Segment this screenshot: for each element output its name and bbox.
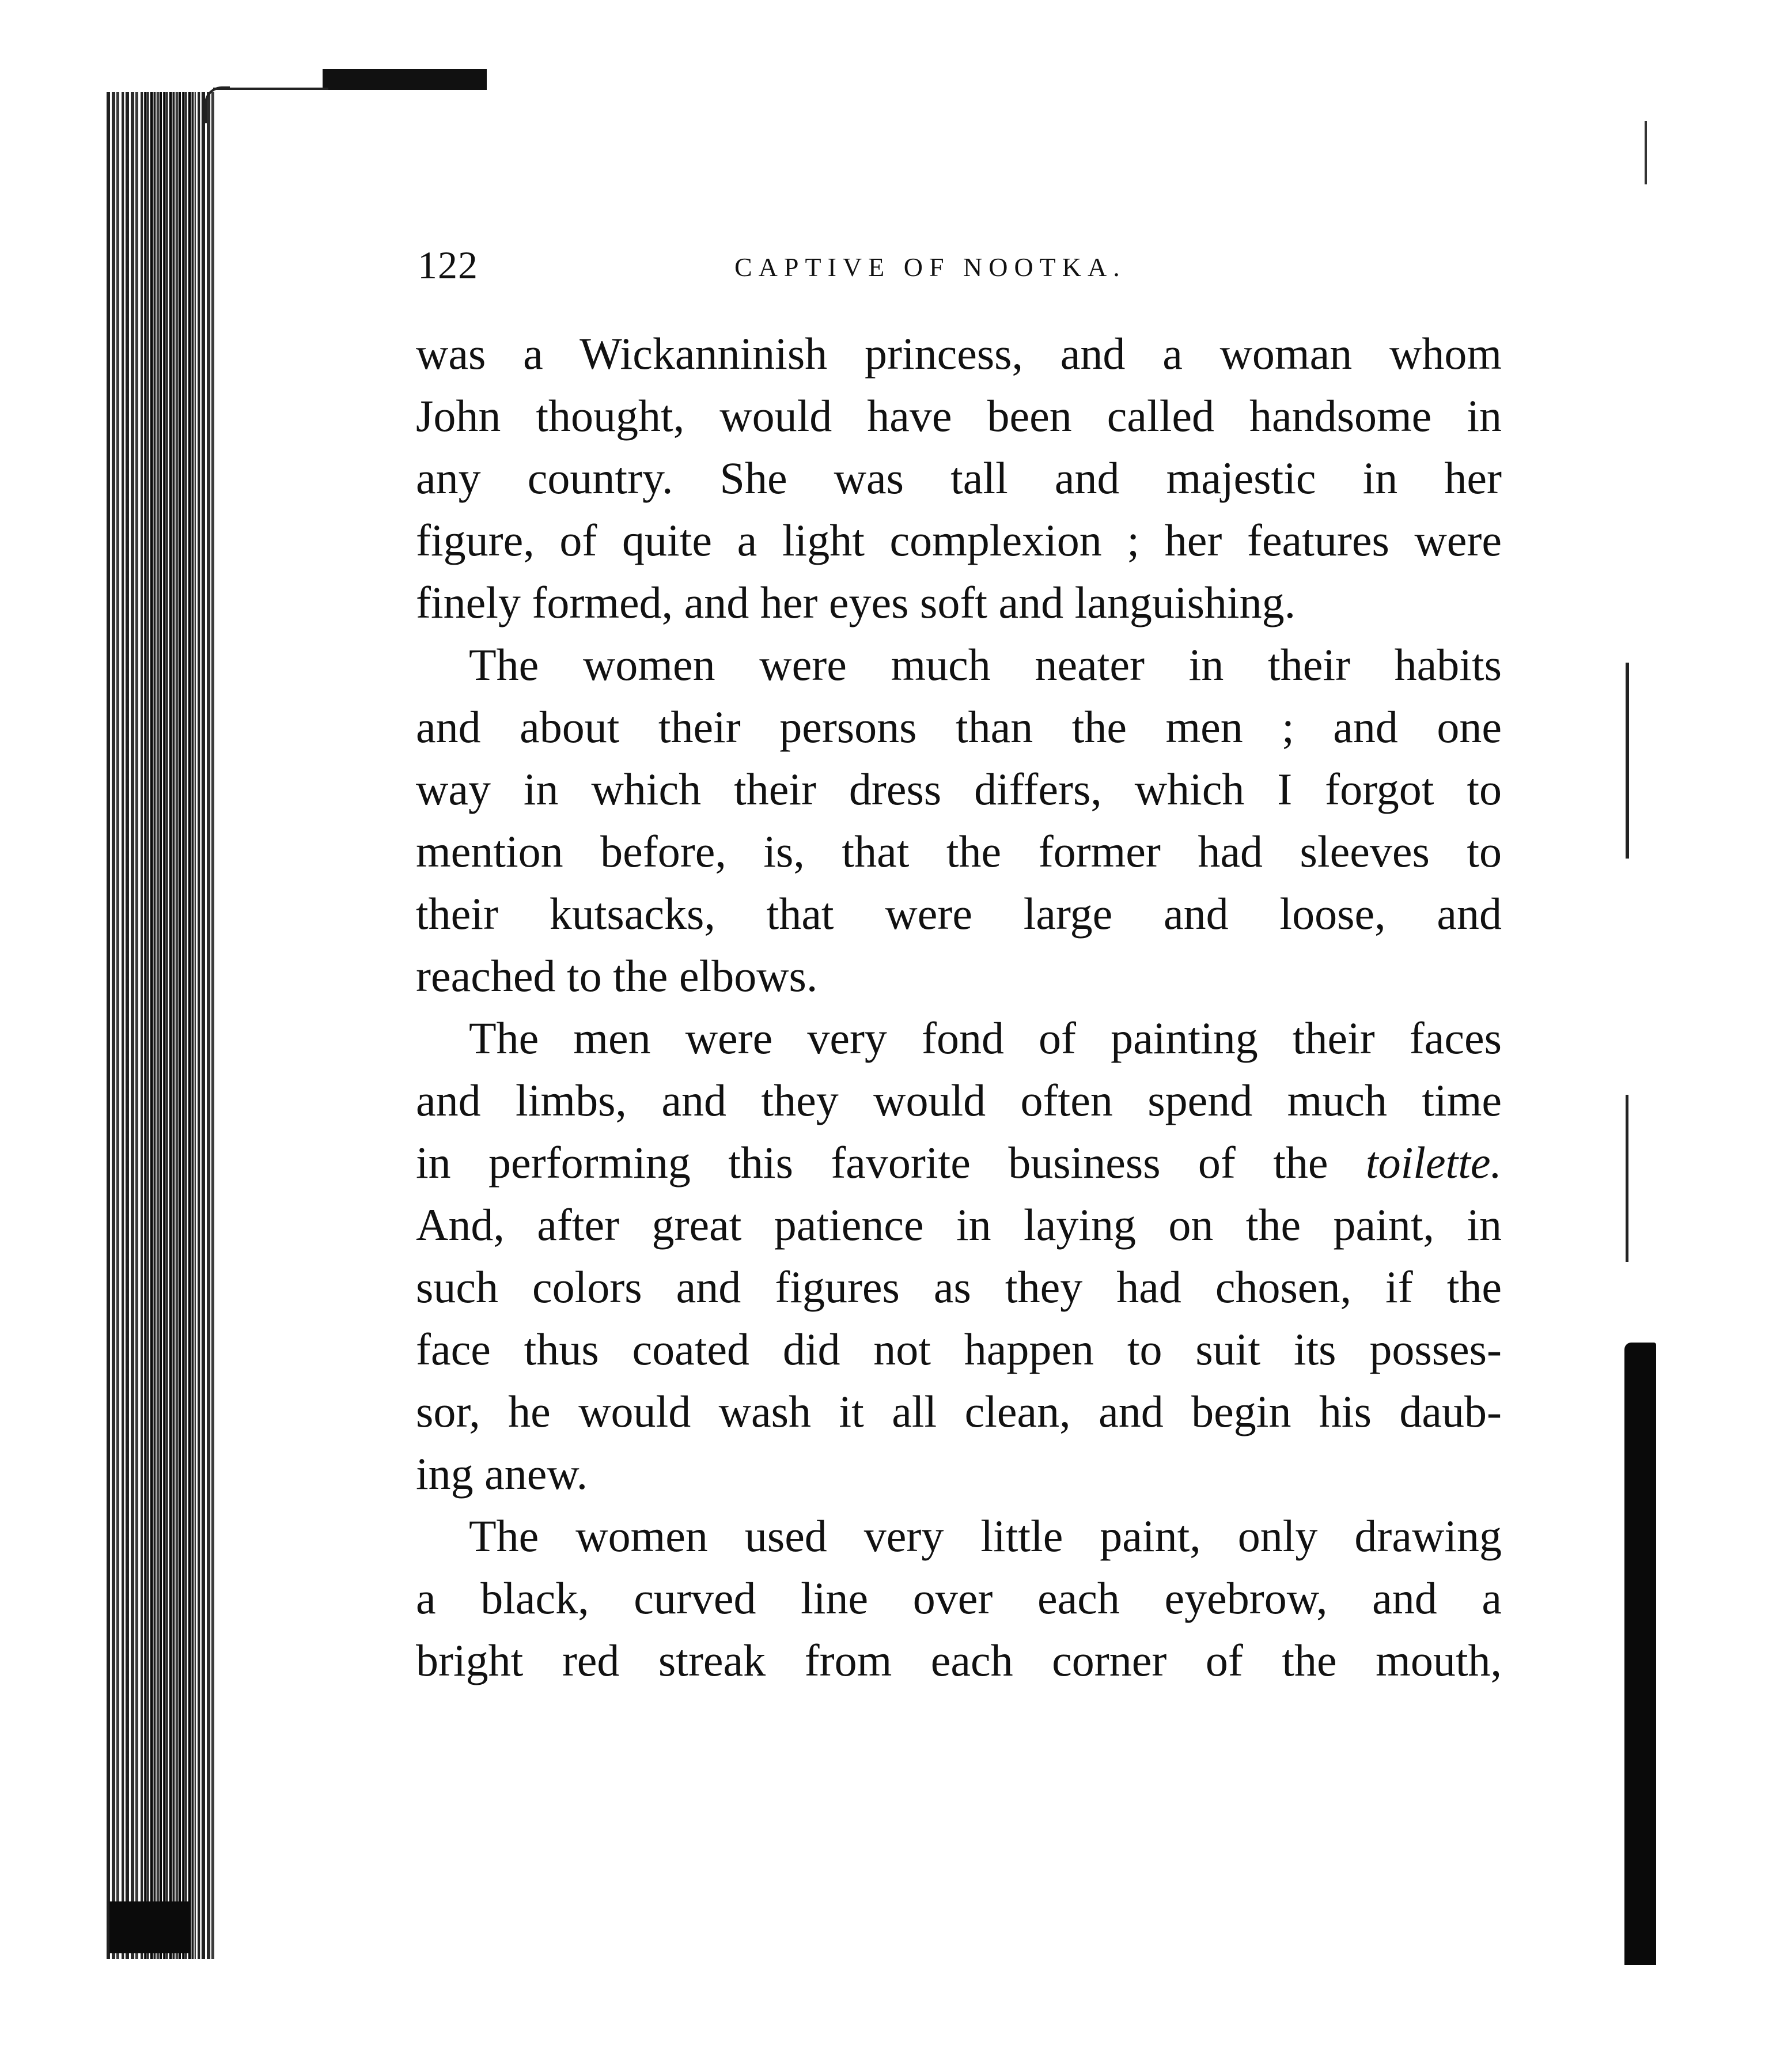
text-line: any country. She was tall and majestic in her xyxy=(416,453,1502,503)
text-line-with-italic xyxy=(416,1132,1502,1194)
paragraph-4 xyxy=(416,1505,1502,1692)
paragraph-1 xyxy=(416,323,1502,634)
scan-artifact-right-tick xyxy=(1645,121,1647,184)
text-line: bright red streak from each corner of the mouth, xyxy=(416,1635,1502,1685)
text-line: sor, he would wash it all clean, and begin his daub- xyxy=(416,1386,1502,1436)
scan-artifact-top-bar xyxy=(323,69,487,90)
text-line: face thus coated did not happen to suit its posses- xyxy=(416,1324,1502,1374)
text-line: and limbs, and they would often spend much time xyxy=(416,1075,1502,1125)
page-header xyxy=(418,236,1503,300)
page-number: 122 xyxy=(418,243,478,287)
text-line: reached to the elbows. xyxy=(416,951,818,1001)
scan-binding-shadow-left-base xyxy=(109,1901,190,1953)
paragraph-2 xyxy=(416,634,1502,1007)
text-line: such colors and figures as they had chosen, if the xyxy=(416,1262,1502,1312)
text-line: their kutsacks, that were large and loose, and xyxy=(416,888,1502,939)
page-body xyxy=(416,323,1502,1692)
text-line: a black, curved line over each eyebrow, and a xyxy=(416,1573,1502,1623)
paragraph-3 xyxy=(416,1007,1502,1505)
text-line: mention before, is, that the former had sleeves to xyxy=(416,826,1502,876)
scan-artifact-top-line xyxy=(213,88,328,90)
running-head: CAPTIVE OF NOOTKA. xyxy=(734,252,1126,282)
text-line: ing anew. xyxy=(416,1449,588,1499)
scan-artifact-right-line-upper xyxy=(1626,663,1629,859)
italic-word: toilette. xyxy=(1365,1137,1502,1188)
text-line: was a Wickanninish princess, and a woman whom xyxy=(416,328,1502,379)
text-line: finely formed, and her eyes soft and languishing. xyxy=(416,577,1296,627)
text-line: The women used very little paint, only drawing xyxy=(469,1511,1502,1561)
text-line: And, after great patience in laying on the paint, in xyxy=(416,1200,1502,1250)
scan-artifact-corner xyxy=(204,86,230,123)
text-line: and about their persons than the men ; and one xyxy=(416,702,1502,752)
text-line: figure, of quite a light complexion ; her features were xyxy=(416,515,1502,565)
text-line: The women were much neater in their habits xyxy=(469,640,1502,690)
text-line: John thought, would have been called handsome in xyxy=(416,391,1502,441)
scan-binding-shadow-right xyxy=(1624,1343,1656,1965)
text-line: The men were very fond of painting their faces xyxy=(469,1013,1502,1063)
text-line-fragment: in performing this favorite business of the xyxy=(416,1137,1328,1188)
text-line: way in which their dress differs, which I forgot to xyxy=(416,764,1502,814)
scan-binding-shadow-left-inner xyxy=(144,92,196,1959)
scan-artifact-right-line-lower xyxy=(1626,1095,1628,1262)
